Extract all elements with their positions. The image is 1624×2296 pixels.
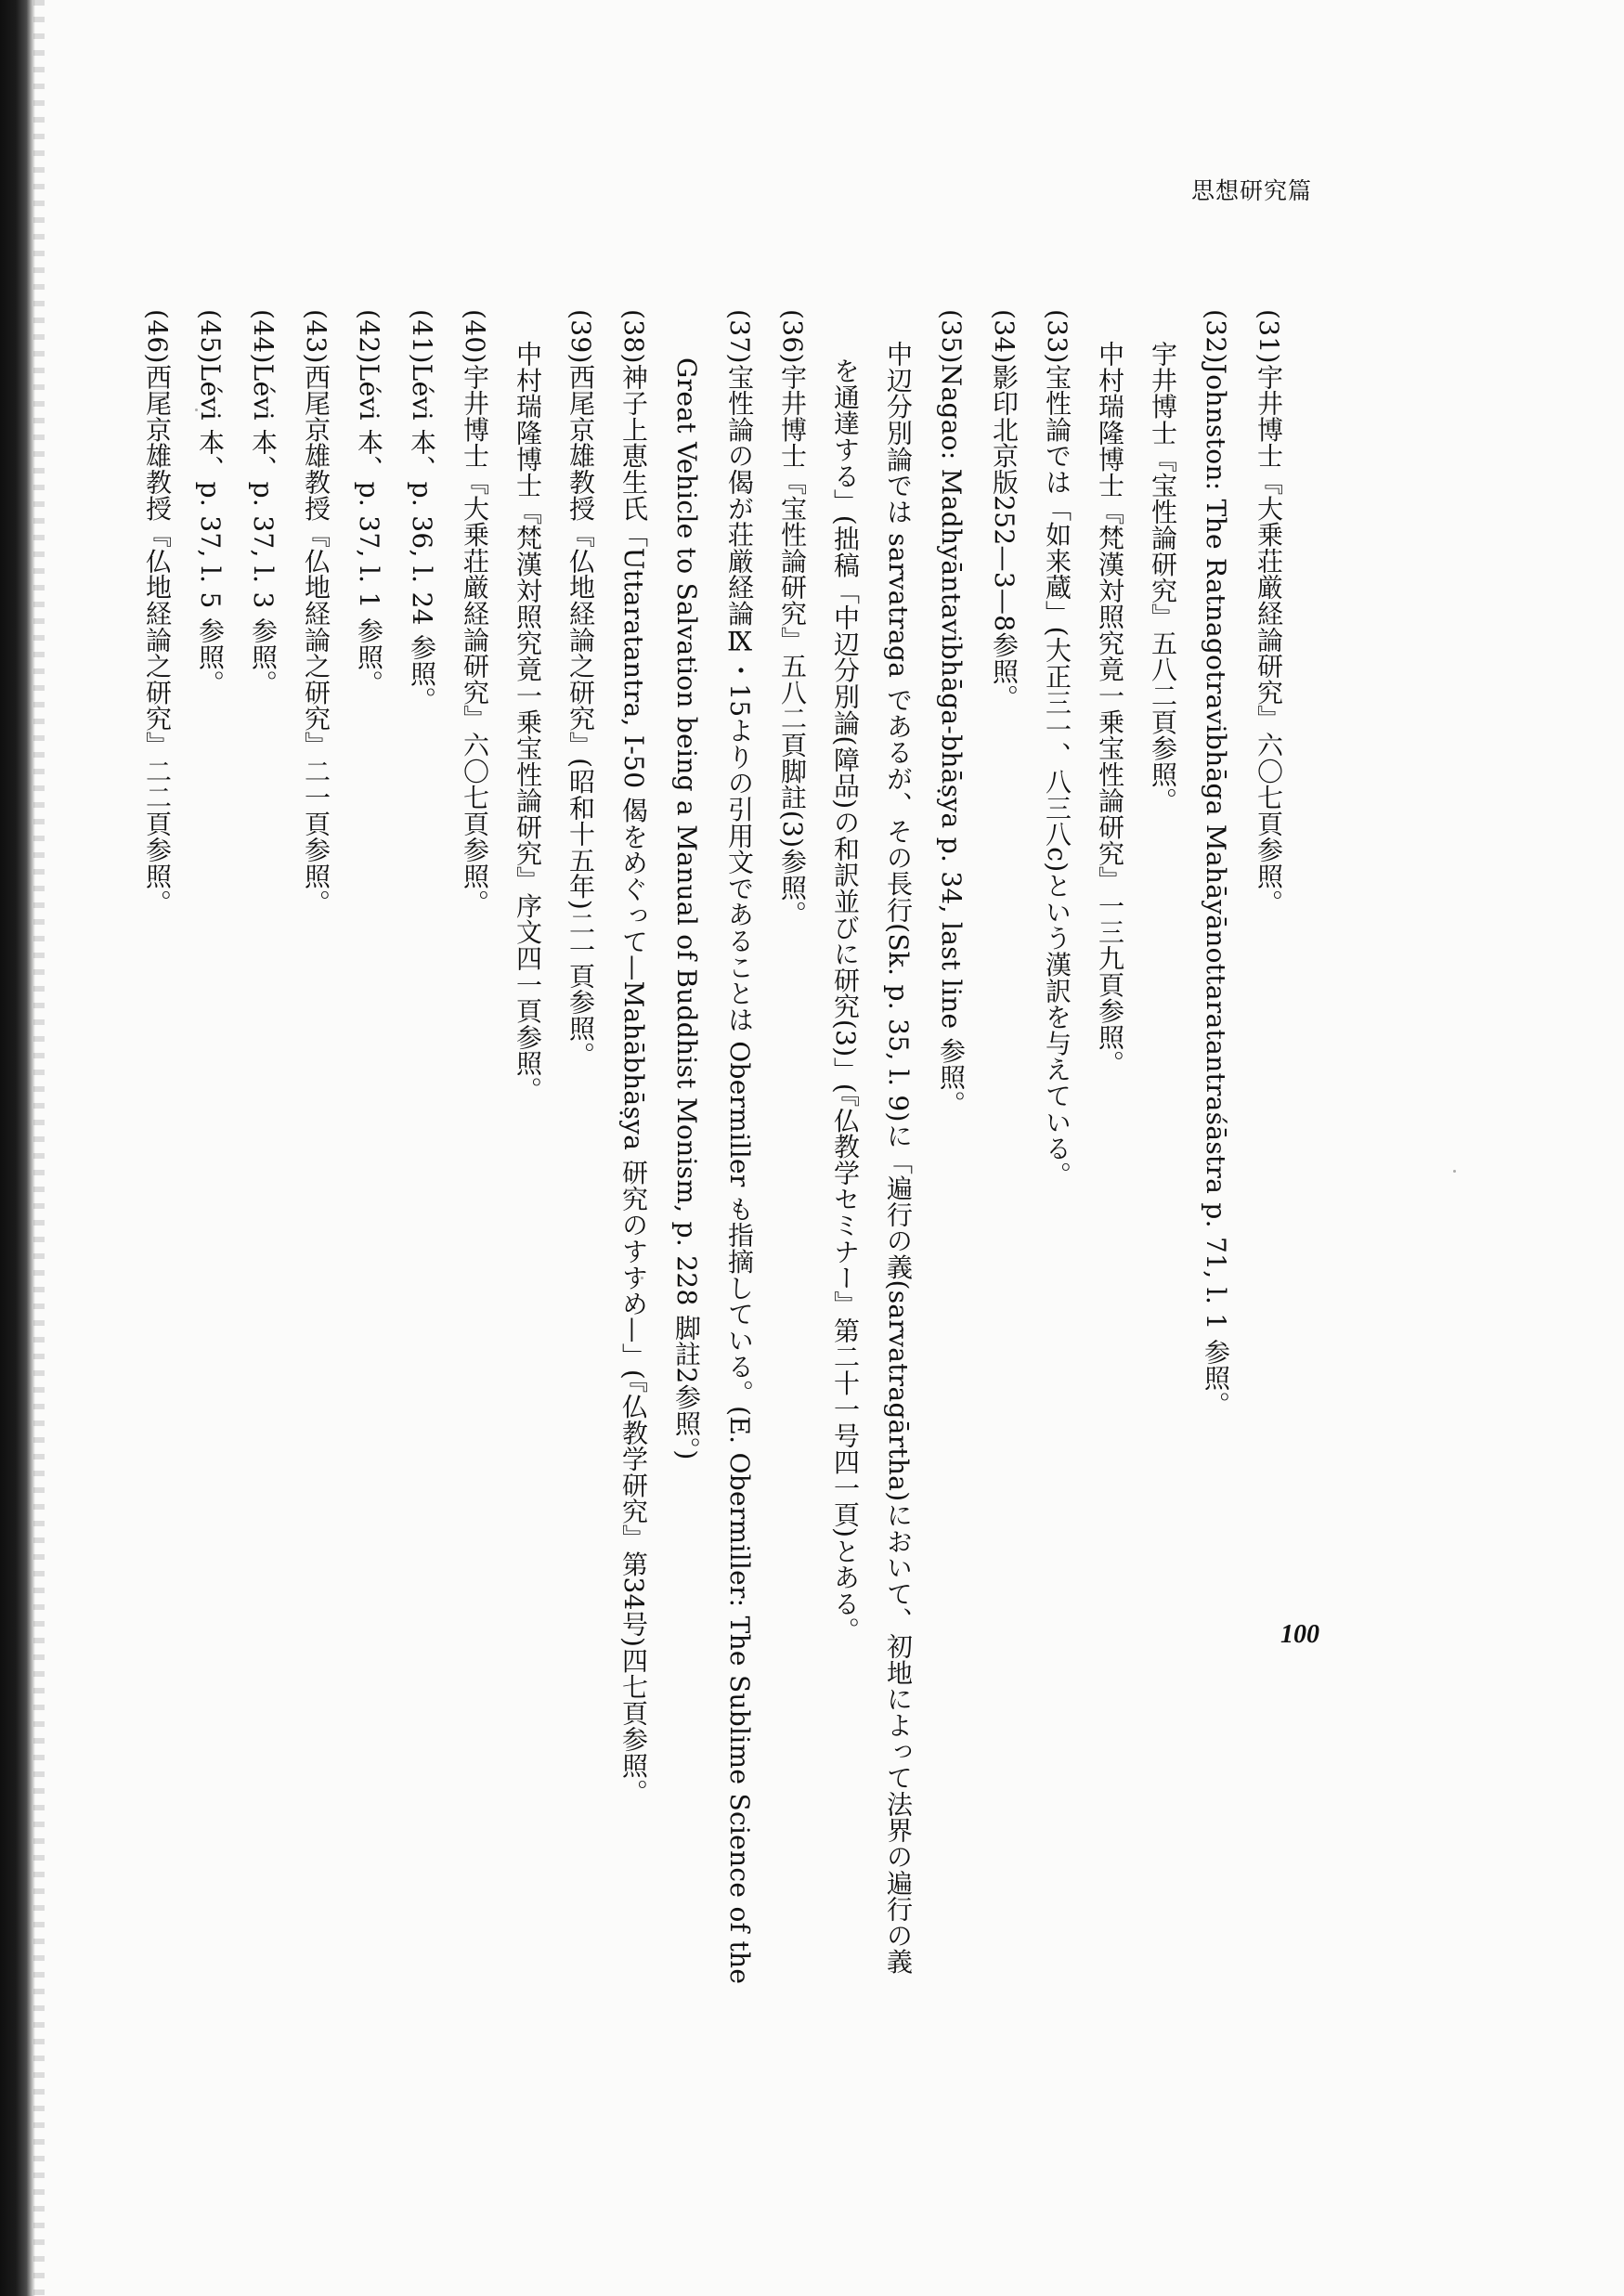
page-number: 100 (1280, 1620, 1319, 1649)
note-43: (43)西尾京雄教授『仏地経論之研究』二一頁参照。 (301, 309, 331, 915)
note-37-continuation: Great Vehicle to Salvation being a Manual of Buddhist Monism, p. 228 脚註2参照。) (671, 357, 702, 1460)
scan-speck (195, 409, 198, 411)
note-40: (40)宇井博士『大乗荘厳経論研究』六〇七頁参照。 (460, 309, 490, 915)
note-42: (42)Lévi 本、p. 37, l. 1 参照。 (354, 309, 384, 696)
note-36: (36)宇井博士『宝性論研究』五八二頁脚註(3)参照。 (777, 309, 808, 927)
note-45: (45)Lévi 本、p. 37, l. 5 参照。 (195, 309, 226, 696)
note-32-continuation-1: 宇井博士『宝性論研究』五八二頁参照。 (1148, 341, 1178, 814)
note-35-continuation-1: 中辺分別論では sarvatraga であるが、その長行(Sk. p. 35, l. 9)に「遍行の義(sarvatragārtha)において、初地によって法界の遍行の義 (883, 341, 914, 1975)
note-46: (46)西尾京雄教授『仏地経論之研究』二二頁参照。 (142, 309, 173, 915)
note-39: (39)西尾京雄教授『仏地経論之研究』(昭和十五年)二一頁参照。 (565, 309, 596, 1068)
scan-speck (641, 1277, 643, 1279)
scan-edge (0, 0, 35, 2296)
note-41: (41)Lévi 本、p. 36, l. 24 参照。 (407, 309, 437, 713)
note-32-continuation-2: 中村瑞隆博士『梵漢対照究竟一乗宝性論研究』一三九頁参照。 (1095, 341, 1125, 1077)
note-31: (31)宇井博士『大乗荘厳経論研究』六〇七頁参照。 (1254, 309, 1284, 915)
scan-speck (896, 1425, 899, 1428)
scan-speck (1453, 1170, 1456, 1173)
notes-column-group (131, 309, 1295, 2073)
note-37: (37)宝性論の偈が荘厳経論Ⅸ・15よりの引用文であることは Obermiller も指摘している。(E. Obermiller: The Sublime Science of the (724, 309, 755, 1985)
note-34: (34)影印北京版252—3—8参照。 (989, 309, 1020, 711)
note-38: (38)神子上恵生氏「Uttaratantra, I-50 偈をめぐって—Mahābhāṣya 研究のすすめ—」(『仏教学研究』第34号)四七頁参照。 (618, 309, 649, 1806)
section-label: 思想研究篇 (1190, 177, 1312, 204)
note-33: (33)宝性論では「如来蔵」(大正三一、八三八c)という漢訳を与えている。 (1042, 309, 1072, 1188)
note-35-continuation-2: を通達する」(拙稿「中辺分別論(障品)の和訳並びに研究(3)」(『仏教学セミナー』第二十一号四一頁)とある。 (830, 357, 861, 1643)
note-44: (44)Lévi 本、p. 37, l. 3 参照。 (248, 309, 279, 696)
note-32: (32)Johnston: The Ratnagotravibhāga Mahāyānottaratantraśāstra p. 71, l. 1 参照。 (1201, 309, 1231, 1418)
note-39-continuation: 中村瑞隆博士『梵漢対照究竟一乗宝性論研究』序文四一頁参照。 (513, 341, 543, 1103)
note-35: (35)Nagao: Madhyāntavibhāga-bhāṣya p. 34, last line 参照。 (936, 309, 967, 1117)
